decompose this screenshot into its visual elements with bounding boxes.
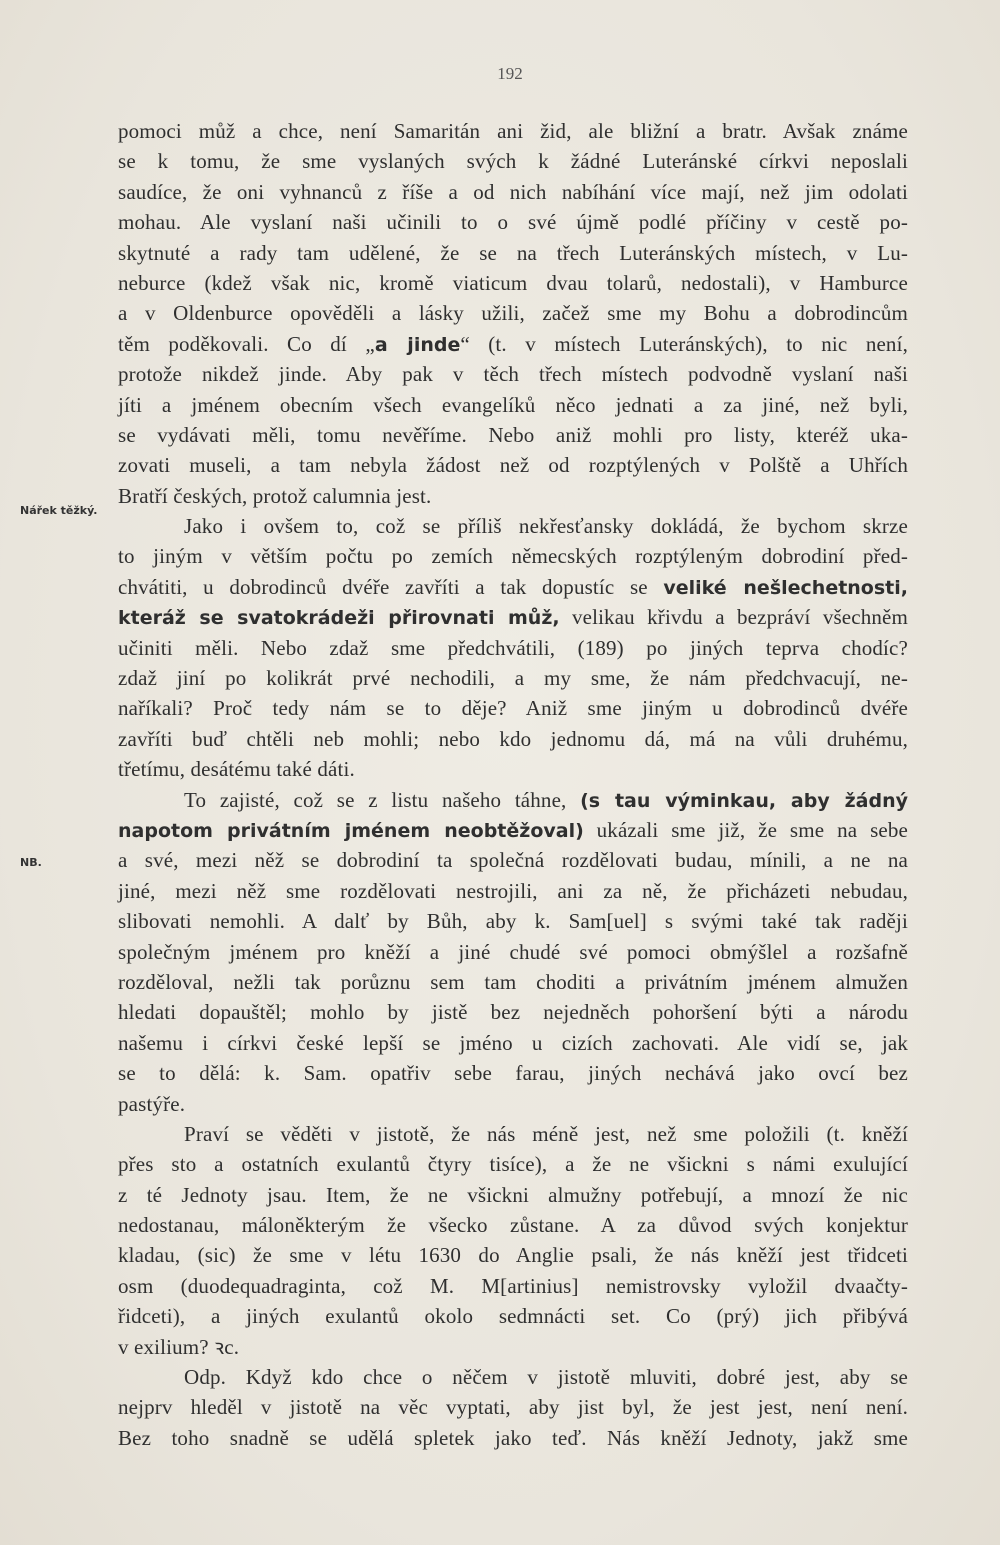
text-segment: přes sto a ostatních exulantů čtyry tisíce), a že ne všickni s námi exulující <box>118 1152 908 1177</box>
text-segment: protože nikdež jinde. Aby pak v těch třech místech podvodně vyslaní naši <box>118 362 908 387</box>
text-segment: zavříti buď chtěli neb mohli; nebo kdo jednomu dá, má na vůli druhému, <box>118 726 908 751</box>
text-line <box>118 906 908 936</box>
text-line <box>118 481 908 511</box>
text-segment: hledati dopauštěl; mohlo by jistě bez nejedněch pohoršení býti a národu <box>118 1000 908 1025</box>
text-segment: jiné, mezi něž sme rozdělovati nestrojili, ani za ně, že přicházeti nebudau, <box>118 878 908 903</box>
text-segment: skytnuté a rady tam udělené, že se na třech Luteránských místech, v Lu- <box>118 240 908 265</box>
bold-text-segment: kteráž se svatokrádeži přirovnati můž, <box>118 607 560 630</box>
text-segment: neburce (kdež však nic, kromě viaticum dvau tolarů, nedostali), v Hamburce <box>118 270 908 295</box>
text-line <box>118 1392 908 1422</box>
text-segment: naříkali? Proč tedy nám se to děje? Aniž sme jiným u dobrodinců dvéře <box>118 696 908 721</box>
text-segment: řidceti), a jiných exulantů okolo sedmnácti set. Co (prý) jich přibývá <box>118 1304 908 1329</box>
bold-text-segment: napotom privátním jménem neobtěžoval) <box>118 819 584 842</box>
margin-note-narek-tezky: Nářek těžký. <box>20 504 98 517</box>
body-text <box>118 116 908 1453</box>
text-segment: saudíce, že oni vyhnanců z říše a od nich nabíhání více mají, než jim odolati <box>118 179 908 204</box>
text-segment: pastýře. <box>118 1091 186 1116</box>
text-segment: pomoci můž a chce, není Samaritán ani žid, ale bližní a bratr. Avšak známe <box>118 119 908 143</box>
text-segment: zdaž jiní po kolikrát prvé nechodili, a my sme, že nám předchvacují, ne- <box>118 666 908 691</box>
text-segment: nejprv hleděl v jistotě na věc vyptati, aby jist byl, že jest jest, není není. <box>118 1395 908 1420</box>
text-line <box>118 1240 908 1270</box>
text-line <box>118 602 908 632</box>
text-line <box>118 541 908 571</box>
text-segment: “ (t. v místech Luteránských), to nic není, <box>460 331 908 356</box>
text-segment: učiniti měli. Nebo zdaž sme předchvátili, (189) po jiných teprva chodíc? <box>118 635 908 660</box>
text-line <box>118 785 908 815</box>
text-segment: Bratří českých, protož calumnia jest. <box>118 483 432 508</box>
text-segment: nedostanau, máloněkterým že všecko zůstane. A za důvod svých konjektur <box>118 1213 908 1238</box>
text-line <box>118 450 908 480</box>
text-line <box>118 1058 908 1088</box>
text-line <box>118 329 908 359</box>
text-line <box>118 298 908 328</box>
text-segment: z té Jednoty jsau. Item, že ne všickni almužny potřebují, a mnozí že nic <box>118 1182 908 1207</box>
text-line <box>118 1332 908 1362</box>
text-line <box>118 663 908 693</box>
text-line <box>118 268 908 298</box>
text-line <box>118 633 908 663</box>
text-line <box>118 1301 908 1331</box>
text-segment: těm poděkovali. Co dí „ <box>118 331 375 356</box>
text-line <box>118 815 908 845</box>
text-line <box>118 1089 908 1119</box>
bold-text-segment: (s tau výminkau, aby žádný <box>580 789 908 812</box>
text-line <box>118 207 908 237</box>
text-segment: třetímu, desátému také dáti. <box>118 757 355 782</box>
text-line <box>118 116 908 146</box>
text-segment: To zajisté, což se z listu našeho táhne, <box>184 787 581 812</box>
text-line <box>118 1271 908 1301</box>
text-line <box>118 724 908 754</box>
text-segment: a v Oldenburce opověděli a lásky užili, začež sme my Bohu a dobrodincům <box>118 301 908 326</box>
text-line <box>118 1362 908 1392</box>
text-segment: se k tomu, že sme vyslaných svých k žádné Luteránské církvi neposlali <box>118 149 908 174</box>
text-line <box>118 1423 908 1453</box>
text-segment: velikau křivdu a bezpráví všechněm <box>559 605 909 630</box>
text-line <box>118 420 908 450</box>
text-line <box>118 997 908 1027</box>
text-segment: se vydávati měli, tomu nevěříme. Nebo aniž mohli pro listy, kteréž uka- <box>118 422 908 447</box>
text-segment: kladau, (sic) že sme v létu 1630 do Anglie psali, že nás kněží jest třidceti <box>118 1243 908 1268</box>
text-segment: mohau. Ale vyslaní naši učinili to o své újmě podlé příčiny v cestě po- <box>118 210 908 235</box>
text-segment: rozděloval, nežli tak porůznu sem tam choditi a privátním jménem almužen <box>118 969 908 994</box>
text-segment: našemu i církvi české lepší se jméno u cizích zachovati. Ale vidí se, jak <box>118 1030 908 1055</box>
text-line <box>118 845 908 875</box>
text-line <box>118 937 908 967</box>
text-line <box>118 1210 908 1240</box>
text-line <box>118 1119 908 1149</box>
text-line <box>118 1149 908 1179</box>
text-line <box>118 177 908 207</box>
text-segment: společným jménem pro kněží a jiné chudé své pomoci obmýšlel a rozšafně <box>118 939 908 964</box>
text-segment: chvátiti, u dobrodinců dvéře zavříti a tak dopustíc se <box>118 574 664 599</box>
bold-text-segment: veliké nešlechetnosti, <box>663 576 908 599</box>
text-segment: zovati museli, a tam nebyla žádost než od rozptýlených v Polště a Uhřích <box>118 453 908 478</box>
text-line <box>118 1028 908 1058</box>
text-segment: a své, mezi něž se dobrodiní ta společná rozdělovati budau, mínili, a ne na <box>118 848 908 873</box>
text-segment: to jiným v větším počtu po zemích němecských rozptýleným dobrodiní před- <box>118 544 908 569</box>
text-line <box>118 754 908 784</box>
text-segment: v exilium? ꝛc. <box>118 1334 240 1359</box>
text-line <box>118 359 908 389</box>
text-segment: Bez toho snadně se udělá spletek jako teď. Nás kněží Jednoty, jakž sme <box>118 1425 908 1450</box>
text-segment: ukázali sme již, že sme na sebe <box>583 817 908 842</box>
text-line <box>118 876 908 906</box>
text-line <box>118 511 908 541</box>
margin-note-nb: NB. <box>20 856 42 869</box>
text-segment: Praví se věděti v jistotě, že nás méně jest, než sme položili (t. kněží <box>184 1121 908 1146</box>
text-line <box>118 390 908 420</box>
text-line <box>118 1180 908 1210</box>
text-segment: osm (duodequadraginta, což M. M[artinius] nemistrovsky vyložil dvaačty- <box>118 1273 908 1298</box>
text-segment: se to dělá: k. Sam. opatřiv sebe farau, jiných nechává jako ovcí bez <box>118 1061 908 1086</box>
text-line <box>118 238 908 268</box>
text-segment: slibovati nemohli. A dalť by Bůh, aby k. Sam[uel] s svými také tak raději <box>118 909 908 934</box>
page-number: 192 <box>497 64 523 83</box>
text-segment: Jako i ovšem to, což se příliš nekřesťansky dokládá, že bychom skrze <box>184 514 908 539</box>
text-line <box>118 693 908 723</box>
text-line <box>118 967 908 997</box>
bold-text-segment: a jinde <box>374 333 461 356</box>
text-line <box>118 146 908 176</box>
text-segment: jíti a jménem obecním všech evangelíků něco jednati a za jiné, než byli, <box>118 392 908 417</box>
text-line <box>118 572 908 602</box>
text-segment: Odp. Když kdo chce o něčem v jistotě mluviti, dobré jest, aby se <box>184 1365 908 1390</box>
